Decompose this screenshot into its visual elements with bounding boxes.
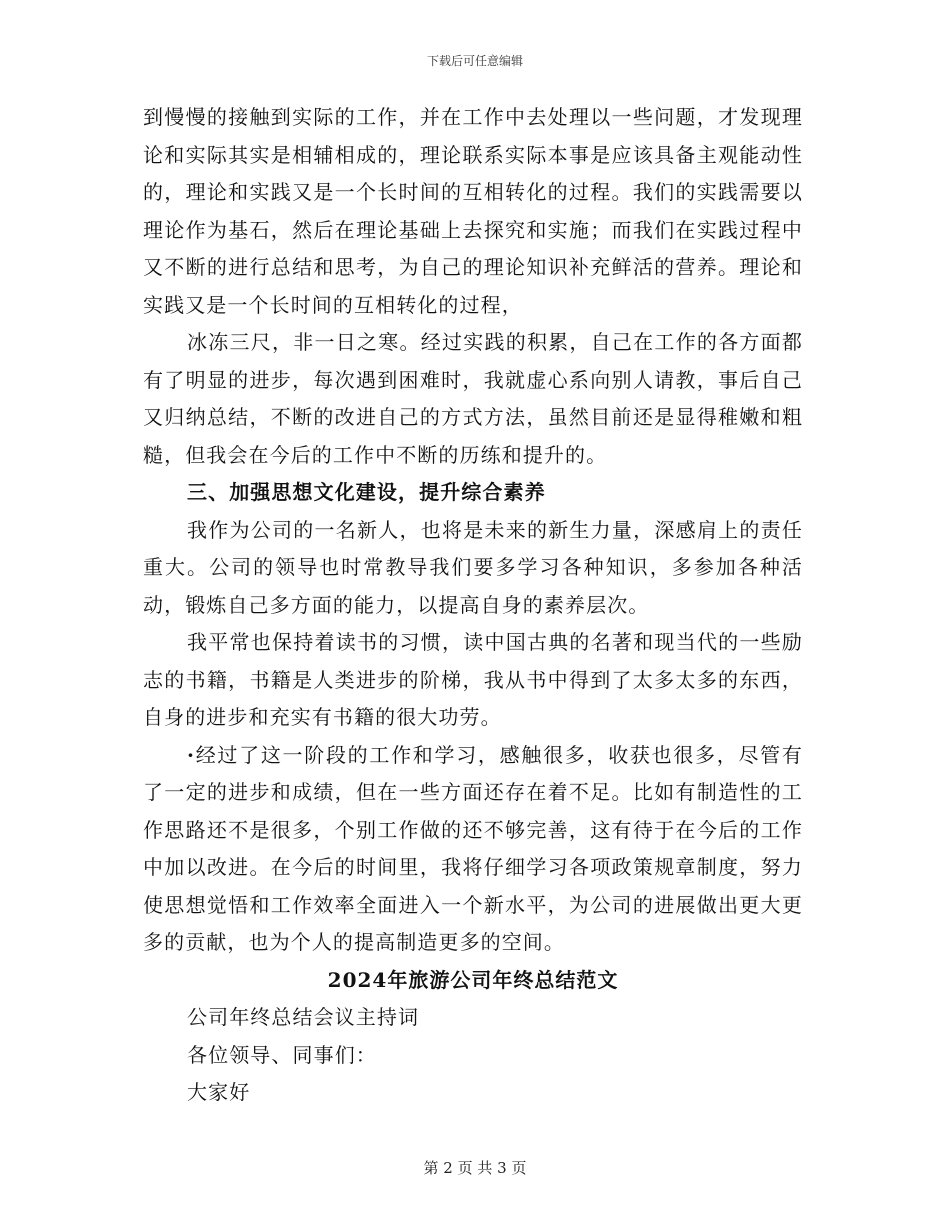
- paragraph-summary: [143, 737, 803, 962]
- paragraph-theory-practice: 到慢慢的接触到实际的工作，并在工作中去处理以一些问题，才发现理论和实际其实是相辅相成的，理论联系实际本事是应该具备主观能动性的，理论和实践又是一个长时间的互相转化的过程。我们的实践需要以理论作为基石，然后在理论基础上去探究和实施；而我们在实践过程中又不断的进行总结和思考，为自己的理论知识补充鲜活的营养。理论和实践又是一个长时间的互相转化的过程，: [143, 105, 803, 317]
- host-speech-label: 公司年终总结会议主持词: [187, 1005, 420, 1029]
- page-number: 第 2 页 共 3 页: [423, 1159, 527, 1177]
- bullet-dot: ·: [187, 742, 196, 767]
- paragraph-newcomer: 我作为公司的一名新人，也将是未来的新生力量，深感肩上的责任重大。公司的领导也时常教导我们要多学习各种知识，多参加各种活动，锻炼自己多方面的能力，以提高自身的素养层次。: [143, 517, 803, 617]
- header-note: 下载后可任意编辑: [426, 54, 523, 68]
- document-body: [143, 99, 803, 1112]
- section-heading-culture: 三、加强思想文化建设，提升综合素养: [187, 480, 546, 504]
- paragraph-summary-text: 经过了这一阶段的工作和学习，感触很多，收获也很多，尽管有了一定的进步和成绩，但在一些方面还存在着不足。比如有制造性的工作思路还不是很多，个别工作做的还不够完善，这有待于在今后的工作中加以改进。在今后的时间里，我将仔细学习各项政策规章制度，努力使思想觉悟和工作效率全面进入一个新水平，为公司的进展做出更大更多的贡献，也为个人的提高制造更多的空间。: [143, 742, 803, 954]
- greeting-line: 各位领导、同事们：: [187, 1042, 377, 1067]
- hello-line: 大家好: [187, 1080, 251, 1104]
- document-title: 2024年旅游公司年终总结范文: [327, 967, 619, 992]
- paragraph-progress: 冰冻三尺，非一日之寒。经过实践的积累，自己在工作的各方面都有了明显的进步，每次遇到困难时，我就虚心系向别人请教，事后自己又归纳总结，不断的改进自己的方式方法，虽然目前还是显得稚嫩和粗糙，但我会在今后的工作中不断的历练和提升的。: [143, 330, 803, 467]
- paragraph-reading: 我平常也保持着读书的习惯，读中国古典的名著和现当代的一些励志的书籍，书籍是人类进步的阶梯，我从书中得到了太多太多的东西，自身的进步和充实有书籍的很大功劳。: [143, 630, 803, 729]
